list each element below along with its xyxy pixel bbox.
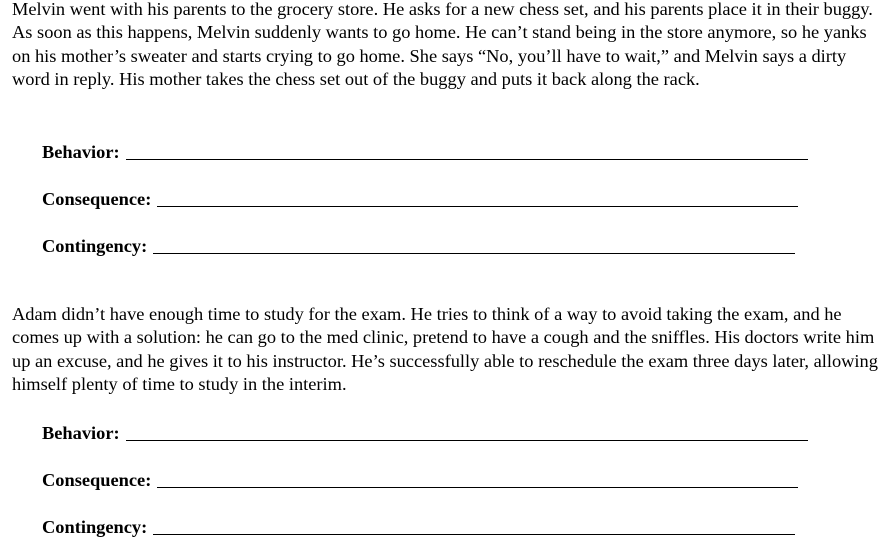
- behavior-label: Behavior:: [42, 423, 120, 443]
- scenario-2-consequence-field[interactable]: [42, 470, 798, 491]
- consequence-answer-line[interactable]: [157, 205, 798, 207]
- consequence-answer-line[interactable]: [157, 486, 798, 488]
- scenario-2-text: Adam didn’t have enough time to study for the exam. He tries to think of a way to avoid taking the exam, and he comes up with a solution: he can go to the med clinic, pretend to have a cough and the sniffles. His doctors write him up an excuse, and he gives it to his instructor. He’s successfully able to reschedule the exam three days later, allowing himself plenty of time to study in the interim.: [12, 304, 878, 395]
- scenario-1-contingency-field[interactable]: [42, 236, 795, 257]
- scenario-1-consequence-field[interactable]: [42, 189, 798, 210]
- scenario-2-behavior-field[interactable]: [42, 423, 808, 444]
- scenario-2-contingency-field[interactable]: [42, 517, 795, 538]
- scenario-1-text: Melvin went with his parents to the grocery store. He asks for a new chess set, and his parents place it in their buggy. As soon as this happens, Melvin suddenly wants to go home. He can’t stand being in the store anymore, so he yanks on his mother’s sweater and starts crying to go home. She says “No, you’ll have to wait,” and Melvin says a dirty word in reply. His mother takes the chess set out of the buggy and puts it back along the rack.: [12, 0, 873, 90]
- scenario-1-behavior-field[interactable]: [42, 142, 808, 163]
- behavior-answer-line[interactable]: [126, 158, 808, 160]
- contingency-answer-line[interactable]: [153, 252, 795, 254]
- behavior-label: Behavior:: [42, 142, 120, 162]
- contingency-label: Contingency:: [42, 236, 148, 256]
- consequence-label: Consequence:: [42, 470, 152, 490]
- consequence-label: Consequence:: [42, 189, 152, 209]
- contingency-answer-line[interactable]: [153, 533, 795, 535]
- contingency-label: Contingency:: [42, 517, 148, 537]
- behavior-answer-line[interactable]: [126, 439, 808, 441]
